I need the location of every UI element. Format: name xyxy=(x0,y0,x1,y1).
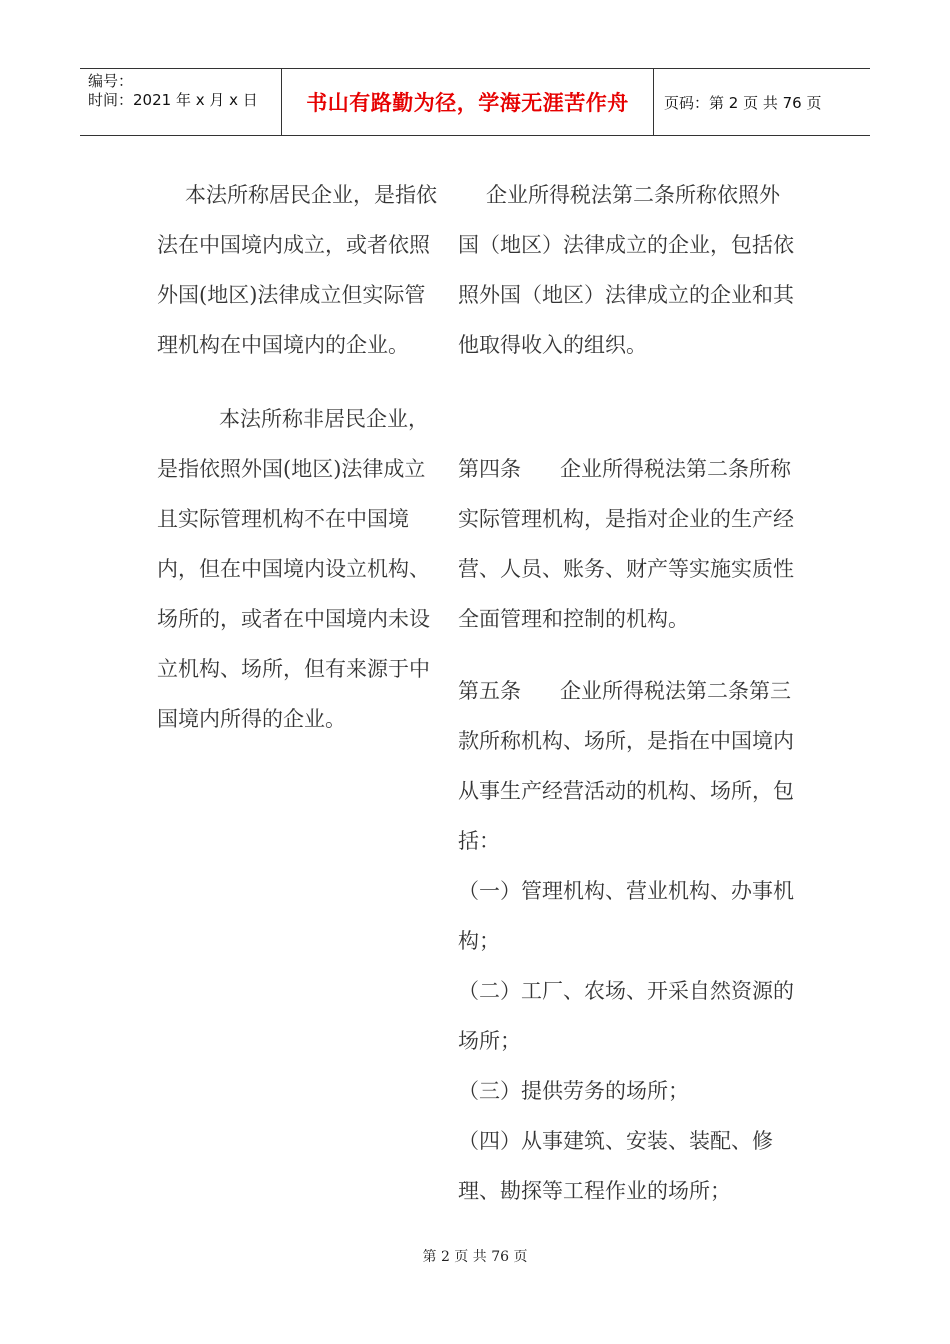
non-resident-enterprise-paragraph: 本法所称非居民企业，是指依照外国(地区)法律成立且实际管理机构不在中国境内，但在中国境内设立机构、场所的，或者在中国境内未设立机构、场所，但有来源于中国境内所得的企业。 xyxy=(157,407,430,731)
article-5-label: 第五条 xyxy=(458,679,521,703)
article-4-text: 企业所得税法第二条所称实际管理机构，是指对企业的生产经营、人员、账务、财产等实施实质性全面管理和控制的机构。 xyxy=(458,457,794,631)
header-page-info: 页码：第 2 页 共 76 页 xyxy=(664,93,822,112)
list-item: （二）工厂、农场、开采自然资源的场所； xyxy=(458,979,794,1053)
resident-enterprise-paragraph: 本法所称居民企业，是指依法在中国境内成立，或者依照外国(地区)法律成立但实际管理机构在中国境内的企业。 xyxy=(157,183,437,357)
list-item: （四）从事建筑、安装、装配、修理、勘探等工程作业的场所； xyxy=(458,1129,773,1203)
foreign-enterprise-paragraph: 企业所得税法第二条所称依照外国（地区）法律成立的企业，包括依照外国（地区）法律成立的企业和其他取得收入的组织。 xyxy=(458,183,794,357)
header-meta xyxy=(80,69,282,135)
page-footer: 第 2 页 共 76 页 xyxy=(422,1249,528,1265)
list-item: （三）提供劳务的场所； xyxy=(458,1079,689,1103)
right-column xyxy=(458,170,798,1216)
page-header xyxy=(80,68,870,136)
header-motto-cell xyxy=(282,69,654,135)
number-label: 编号： xyxy=(88,72,134,90)
time-label: 时间：2021 年 x 月 x 日 xyxy=(88,91,258,109)
article-5-paragraph xyxy=(458,666,798,866)
article-5-text: 企业所得税法第二条第三款所称机构、场所，是指在中国境内从事生产经营活动的机构、场所，包括： xyxy=(458,679,794,853)
list-item: （一）管理机构、营业机构、办事机构； xyxy=(458,879,794,953)
header-motto: 书山有路勤为径，学海无涯苦作舟 xyxy=(306,91,629,115)
left-column xyxy=(157,170,437,744)
article-4-label: 第四条 xyxy=(458,457,521,481)
article-4-paragraph xyxy=(458,444,798,644)
